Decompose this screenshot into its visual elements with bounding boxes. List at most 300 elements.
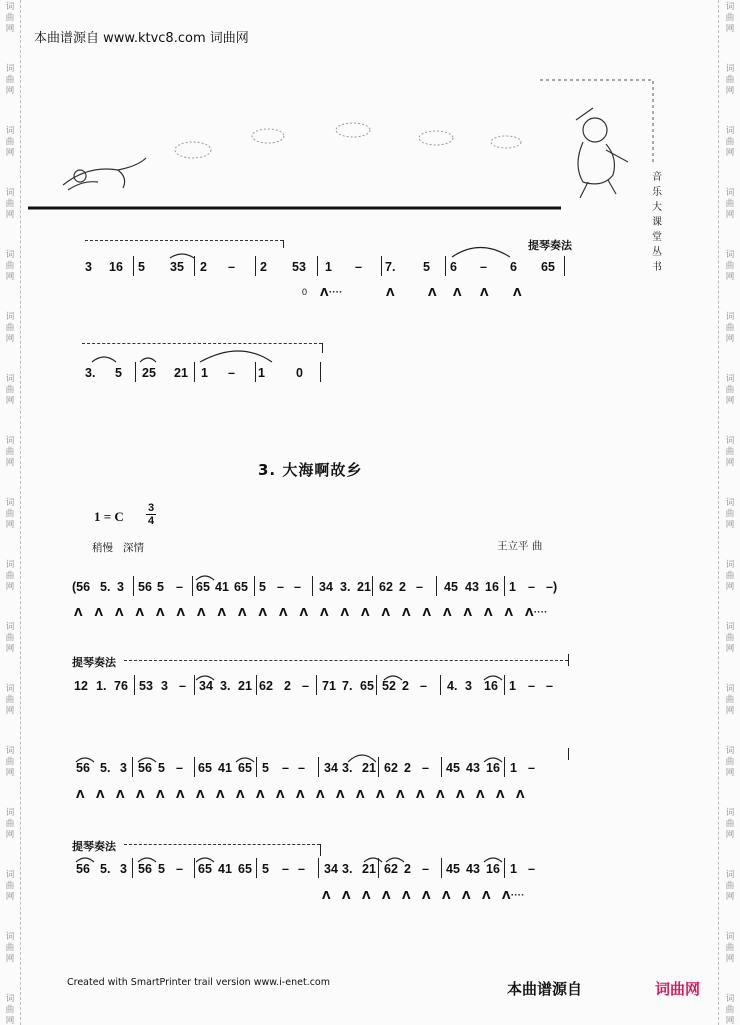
bar-line bbox=[316, 675, 317, 695]
watermark-char: 曲 bbox=[5, 137, 15, 147]
note-token: 1 bbox=[510, 862, 517, 876]
strum-mark: Λ bbox=[422, 889, 431, 902]
watermark-char: 曲 bbox=[725, 447, 735, 457]
watermark-char: 网 bbox=[5, 1016, 15, 1025]
note-token: 1 bbox=[201, 366, 208, 380]
note-token: 56 bbox=[76, 862, 90, 876]
note-token: – bbox=[416, 580, 423, 594]
note-token: 43 bbox=[466, 761, 480, 775]
watermark-char: 词 bbox=[725, 436, 735, 446]
note-token: – bbox=[228, 366, 235, 380]
strum-mark: Λ bbox=[279, 606, 288, 619]
note-token: 3 bbox=[117, 580, 124, 594]
note-token: 3 bbox=[120, 761, 127, 775]
note-token: 2 bbox=[260, 260, 267, 274]
watermark-char: 曲 bbox=[725, 13, 735, 23]
note-token: 4. bbox=[447, 679, 458, 693]
bar-line bbox=[318, 858, 319, 878]
watermark-char: 网 bbox=[725, 86, 735, 96]
note-token: – bbox=[528, 580, 535, 594]
strum-mark: Λ bbox=[422, 606, 432, 619]
note-token: 5 bbox=[157, 580, 164, 594]
bar-line bbox=[256, 675, 257, 695]
watermark-char: 曲 bbox=[5, 261, 15, 271]
bar-line bbox=[192, 576, 193, 596]
note-token: 12 bbox=[74, 679, 88, 693]
bracket-end-2 bbox=[322, 343, 323, 353]
bar-line bbox=[194, 858, 195, 878]
watermark-char: 词 bbox=[725, 64, 735, 74]
bar-line bbox=[194, 256, 195, 276]
note-token: 5. bbox=[100, 862, 111, 876]
note-token: – bbox=[298, 761, 305, 775]
watermark-char: 词 bbox=[5, 932, 15, 942]
note-token: 35 bbox=[170, 260, 184, 274]
strum-mark: Λ bbox=[316, 788, 325, 801]
note-token: 41 bbox=[218, 862, 232, 876]
bar-line bbox=[564, 256, 565, 276]
watermark-char: 曲 bbox=[725, 1005, 735, 1015]
watermark-char: 词 bbox=[5, 870, 15, 880]
watermark-char: 网 bbox=[5, 520, 15, 530]
footer-created-text: Created with SmartPrinter trail version www.i-enet.com bbox=[67, 977, 330, 988]
watermark-char: 曲 bbox=[725, 819, 735, 829]
series-char: 音 bbox=[652, 172, 662, 183]
note-token: 45 bbox=[446, 862, 460, 876]
note-token: – bbox=[546, 679, 553, 693]
bar-line bbox=[133, 576, 134, 596]
note-token: – bbox=[282, 761, 289, 775]
watermark-char: 词 bbox=[725, 250, 735, 260]
note-token: 53 bbox=[139, 679, 153, 693]
strum-mark: Λ bbox=[361, 606, 370, 619]
note-token: 52 bbox=[382, 679, 396, 693]
note-token: 65 bbox=[238, 862, 252, 876]
note-token: 41 bbox=[215, 580, 229, 594]
note-token: 5 bbox=[262, 862, 269, 876]
watermark-char: 网 bbox=[725, 1016, 735, 1025]
note-token: 65 bbox=[198, 761, 212, 775]
strum-mark: Λ bbox=[496, 788, 505, 801]
bar-line bbox=[132, 757, 133, 777]
note-token: 7. bbox=[385, 260, 396, 274]
watermark-char: 词 bbox=[725, 808, 735, 818]
bar-line bbox=[255, 256, 256, 276]
note-token: 65 bbox=[234, 580, 248, 594]
note-token: 1 bbox=[325, 260, 332, 274]
watermark-char: 曲 bbox=[5, 819, 15, 829]
tremolo-mark: Λᐧᐧᐧᐧ bbox=[502, 889, 525, 902]
strum-mark: Λ bbox=[513, 286, 522, 299]
note-token: 62 bbox=[384, 761, 398, 775]
bar-line bbox=[135, 362, 136, 382]
strum-mark: Λ bbox=[480, 286, 489, 299]
watermark-char: 网 bbox=[5, 272, 15, 282]
strum-mark: Λ bbox=[396, 788, 405, 801]
bracket-end-3 bbox=[568, 654, 569, 666]
watermark-char: 词 bbox=[725, 994, 735, 1004]
strum-mark: Λ bbox=[276, 788, 285, 801]
note-token: 62 bbox=[379, 580, 393, 594]
note-token: 5 bbox=[115, 366, 122, 380]
strum-mark: Λ bbox=[156, 606, 165, 619]
note-token: – bbox=[179, 679, 186, 693]
bar-line bbox=[504, 675, 505, 695]
watermark-char: 词 bbox=[725, 2, 735, 12]
strum-mark: Λ bbox=[516, 788, 525, 801]
watermark-char: 网 bbox=[5, 830, 15, 840]
strum-mark: Λ bbox=[504, 606, 514, 619]
watermark-char: 曲 bbox=[5, 13, 15, 23]
tempo-marking: 稍慢 深情 bbox=[92, 542, 145, 554]
note-token: 16 bbox=[109, 260, 123, 274]
series-char: 大 bbox=[652, 202, 662, 213]
key-signature: 1 = C bbox=[94, 509, 124, 524]
watermark-char: 词 bbox=[725, 746, 735, 756]
note-token: 65 bbox=[238, 761, 252, 775]
time-signature bbox=[146, 502, 156, 527]
note-token: 21 bbox=[238, 679, 252, 693]
strum-mark: Λ bbox=[238, 606, 247, 619]
technique-label: 提琴奏法 bbox=[528, 239, 572, 252]
watermark-char: 词 bbox=[725, 374, 735, 384]
watermark-char: 曲 bbox=[725, 881, 735, 891]
bracket-line-2 bbox=[82, 343, 322, 344]
watermark-char: 网 bbox=[5, 24, 15, 34]
note-token: – bbox=[228, 260, 235, 274]
bar-line bbox=[440, 675, 441, 695]
watermark-char: 网 bbox=[725, 24, 735, 34]
bar-line bbox=[256, 858, 257, 878]
watermark-char: 曲 bbox=[725, 385, 735, 395]
note-token: 5. bbox=[100, 761, 111, 775]
bar-line bbox=[445, 256, 446, 276]
technique-label-3: 提琴奏法 bbox=[72, 840, 116, 853]
series-char: 书 bbox=[652, 262, 662, 273]
note-token: 3 bbox=[120, 862, 127, 876]
series-char: 乐 bbox=[652, 187, 662, 198]
watermark-char: 网 bbox=[725, 768, 735, 778]
watermark-char: 网 bbox=[725, 210, 735, 220]
strum-mark: Λ bbox=[402, 889, 411, 902]
note-token: 65 bbox=[541, 260, 555, 274]
strum-mark: Λ bbox=[296, 788, 305, 801]
bar-line bbox=[504, 576, 505, 596]
bar-line bbox=[441, 858, 442, 878]
note-token: 6 bbox=[510, 260, 517, 274]
bar-line bbox=[436, 576, 437, 596]
watermark-char: 词 bbox=[5, 746, 15, 756]
note-token: 5 bbox=[262, 761, 269, 775]
watermark-char: 词 bbox=[5, 808, 15, 818]
bar-line bbox=[256, 757, 257, 777]
bar-line bbox=[312, 576, 313, 596]
note-token: 6 bbox=[450, 260, 457, 274]
watermark-char: 词 bbox=[725, 622, 735, 632]
strum-mark: Λ bbox=[342, 889, 351, 902]
watermark-char: 曲 bbox=[5, 199, 15, 209]
strum-mark: Λ bbox=[74, 606, 83, 619]
note-token: 3. bbox=[342, 862, 353, 876]
note-token: – bbox=[282, 862, 289, 876]
watermark-char: 网 bbox=[5, 892, 15, 902]
watermark-char: 词 bbox=[5, 684, 15, 694]
watermark-char: 网 bbox=[5, 954, 15, 964]
series-char: 堂 bbox=[652, 232, 662, 243]
watermark-char: 曲 bbox=[725, 261, 735, 271]
note-token: – bbox=[528, 862, 535, 876]
watermark-char: 曲 bbox=[725, 695, 735, 705]
watermark-char: 词 bbox=[725, 560, 735, 570]
bracket-line-4 bbox=[124, 844, 320, 845]
watermark-char: 词 bbox=[5, 250, 15, 260]
strum-mark: Λ bbox=[340, 606, 350, 619]
strum-mark: Λ bbox=[299, 606, 309, 619]
note-token: 3. bbox=[342, 761, 353, 775]
bar-line bbox=[376, 675, 377, 695]
watermark-char: 曲 bbox=[5, 881, 15, 891]
note-token: 16 bbox=[486, 761, 500, 775]
note-token: 3. bbox=[220, 679, 231, 693]
strum-mark: Λ bbox=[443, 606, 452, 619]
note-token: 3 bbox=[85, 260, 92, 274]
strum-mark: Λ bbox=[436, 788, 445, 801]
strum-mark: Λ bbox=[322, 889, 331, 902]
note-token: (56 bbox=[72, 580, 91, 594]
note-token: 21 bbox=[174, 366, 188, 380]
composer: 王立平 曲 bbox=[497, 540, 543, 552]
strum-mark: Λ bbox=[386, 286, 395, 299]
bar-line bbox=[194, 675, 195, 695]
note-token: 1 bbox=[509, 679, 516, 693]
bar-line bbox=[132, 858, 133, 878]
watermark-char: 网 bbox=[5, 768, 15, 778]
note-token: – bbox=[294, 580, 301, 594]
strum-mark: Λ bbox=[320, 606, 329, 619]
watermark-char: 词 bbox=[5, 560, 15, 570]
watermark-char: 网 bbox=[725, 830, 735, 840]
watermark-char: 曲 bbox=[725, 509, 735, 519]
strum-mark: Λ bbox=[442, 889, 451, 902]
watermark-char: 曲 bbox=[725, 75, 735, 85]
bar-line bbox=[504, 757, 505, 777]
watermark-char: 曲 bbox=[725, 633, 735, 643]
note-token: – bbox=[422, 761, 429, 775]
note-token: 56 bbox=[138, 862, 152, 876]
note-token: 0 bbox=[296, 366, 303, 380]
score1-rest-mark: 0 bbox=[302, 287, 308, 297]
note-token: – bbox=[528, 679, 535, 693]
strum-mark: Λ bbox=[236, 788, 245, 801]
strum-mark: Λ bbox=[463, 606, 473, 619]
bar-line bbox=[381, 256, 382, 276]
note-token: 2 bbox=[200, 260, 207, 274]
strum-mark: Λ bbox=[196, 788, 205, 801]
note-token: 45 bbox=[446, 761, 460, 775]
note-token: 21 bbox=[357, 580, 371, 594]
note-token: 43 bbox=[465, 580, 479, 594]
note-token: 2 bbox=[399, 580, 406, 594]
watermark-char: 网 bbox=[5, 334, 15, 344]
note-token: 2 bbox=[404, 862, 411, 876]
strum-mark: Λ bbox=[136, 788, 145, 801]
watermark-char: 曲 bbox=[725, 199, 735, 209]
bar-line bbox=[504, 858, 505, 878]
watermark-char: 词 bbox=[5, 498, 15, 508]
strum-mark: Λ bbox=[258, 606, 268, 619]
watermark-char: 网 bbox=[725, 396, 735, 406]
note-token: 2 bbox=[402, 679, 409, 693]
bar-line bbox=[133, 256, 134, 276]
strum-mark: Λ bbox=[217, 606, 227, 619]
watermark-char: 词 bbox=[725, 312, 735, 322]
strum-mark: Λ bbox=[115, 606, 124, 619]
watermark-char: 网 bbox=[725, 706, 735, 716]
watermark-char: 网 bbox=[725, 954, 735, 964]
note-token: – bbox=[302, 679, 309, 693]
note-token: 2 bbox=[404, 761, 411, 775]
strum-mark: Λ bbox=[156, 788, 165, 801]
watermark-char: 网 bbox=[5, 458, 15, 468]
footer-site: 词曲网 bbox=[655, 980, 701, 998]
note-token: – bbox=[176, 862, 183, 876]
technique-label-2: 提琴奏法 bbox=[72, 656, 116, 669]
watermark-char: 曲 bbox=[5, 943, 15, 953]
watermark-char: 曲 bbox=[5, 633, 15, 643]
watermark-char: 词 bbox=[5, 126, 15, 136]
note-token: 41 bbox=[218, 761, 232, 775]
note-token: 56 bbox=[76, 761, 90, 775]
watermark-char: 词 bbox=[5, 622, 15, 632]
bar-line bbox=[320, 362, 321, 382]
watermark-char: 曲 bbox=[5, 75, 15, 85]
note-token: – bbox=[422, 862, 429, 876]
bar-line bbox=[254, 576, 255, 596]
note-token: 56 bbox=[138, 580, 152, 594]
watermark-char: 曲 bbox=[5, 447, 15, 457]
strum-mark: Λ bbox=[96, 788, 105, 801]
bar-line bbox=[194, 757, 195, 777]
watermark-char: 网 bbox=[725, 148, 735, 158]
strum-mark: Λ bbox=[381, 606, 391, 619]
watermark-char: 词 bbox=[5, 994, 15, 1004]
watermark-char: 曲 bbox=[5, 385, 15, 395]
watermark-char: 网 bbox=[5, 582, 15, 592]
watermark-char: 词 bbox=[5, 436, 15, 446]
note-token: 62 bbox=[384, 862, 398, 876]
watermark-char: 曲 bbox=[5, 509, 15, 519]
watermark-char: 曲 bbox=[5, 695, 15, 705]
watermark-char: 网 bbox=[5, 396, 15, 406]
bar-line bbox=[318, 757, 319, 777]
strum-mark: Λ bbox=[456, 788, 465, 801]
header-source-text: 本曲谱源自 www.ktvc8.com 词曲网 bbox=[34, 31, 249, 46]
note-token: 62 bbox=[259, 679, 273, 693]
watermark-char: 网 bbox=[725, 582, 735, 592]
note-token: – bbox=[420, 679, 427, 693]
note-token: 34 bbox=[319, 580, 333, 594]
watermark-char: 网 bbox=[5, 86, 15, 96]
strum-mark: Λ bbox=[453, 286, 462, 299]
watermark-char: 词 bbox=[725, 870, 735, 880]
watermark-char: 网 bbox=[5, 210, 15, 220]
note-token: 1 bbox=[510, 761, 517, 775]
note-token: 1. bbox=[96, 679, 107, 693]
strum-mark: Λ bbox=[376, 788, 385, 801]
note-token: –) bbox=[546, 580, 558, 594]
watermark-char: 词 bbox=[5, 2, 15, 12]
note-token: 65 bbox=[198, 862, 212, 876]
note-token: – bbox=[277, 580, 284, 594]
bracket-end-4 bbox=[320, 844, 321, 856]
strum-mark: Λ bbox=[197, 606, 206, 619]
strum-mark: Λ bbox=[428, 286, 437, 299]
strum-mark: Λ bbox=[402, 606, 411, 619]
note-token: 21 bbox=[362, 862, 376, 876]
strum-mark: Λ bbox=[216, 788, 225, 801]
watermark-char: 网 bbox=[725, 892, 735, 902]
note-token: 45 bbox=[444, 580, 458, 594]
strum-mark: Λ bbox=[462, 889, 471, 902]
song-title: 3. 大海啊故乡 bbox=[258, 461, 363, 479]
note-token: 3 bbox=[465, 679, 472, 693]
note-token: 3. bbox=[340, 580, 351, 594]
note-token: 5 bbox=[158, 761, 165, 775]
tremolo-mark: Λᐧᐧᐧᐧ bbox=[320, 286, 343, 299]
note-token: 16 bbox=[484, 679, 498, 693]
note-token: 7. bbox=[342, 679, 353, 693]
watermark-char: 词 bbox=[725, 932, 735, 942]
note-token: 3 bbox=[161, 679, 168, 693]
note-token: – bbox=[480, 260, 487, 274]
bar-line bbox=[441, 757, 442, 777]
bar-line bbox=[372, 576, 373, 596]
bar-line bbox=[255, 362, 256, 382]
note-token: 2 bbox=[284, 679, 291, 693]
bar-line bbox=[194, 362, 195, 382]
watermark-char: 网 bbox=[5, 148, 15, 158]
bar-line bbox=[378, 858, 379, 878]
note-token: 76 bbox=[114, 679, 128, 693]
note-token: 5 bbox=[138, 260, 145, 274]
watermark-char: 词 bbox=[725, 684, 735, 694]
watermark-char: 曲 bbox=[725, 757, 735, 767]
bar-line bbox=[134, 675, 135, 695]
note-token: 21 bbox=[362, 761, 376, 775]
strum-mark: Λ bbox=[176, 606, 186, 619]
note-token: 16 bbox=[486, 862, 500, 876]
note-token: – bbox=[298, 862, 305, 876]
watermark-char: 曲 bbox=[725, 137, 735, 147]
watermark-char: 曲 bbox=[5, 323, 15, 333]
bracket-line-3 bbox=[124, 660, 568, 661]
strum-mark: Λ bbox=[362, 889, 371, 902]
bar-line bbox=[378, 757, 379, 777]
strum-mark: Λ bbox=[116, 788, 125, 801]
strum-mark: Λ bbox=[336, 788, 345, 801]
strum-mark: Λ bbox=[356, 788, 365, 801]
watermark-char: 词 bbox=[5, 312, 15, 322]
time-bottom: 4 bbox=[147, 515, 155, 527]
note-token: 43 bbox=[466, 862, 480, 876]
watermark-char: 网 bbox=[725, 272, 735, 282]
watermark-char: 词 bbox=[5, 374, 15, 384]
bar-mark bbox=[568, 748, 569, 760]
watermark-char: 词 bbox=[725, 498, 735, 508]
watermark-char: 词 bbox=[5, 64, 15, 74]
watermark-char: 曲 bbox=[5, 1005, 15, 1015]
note-token: 34 bbox=[199, 679, 213, 693]
